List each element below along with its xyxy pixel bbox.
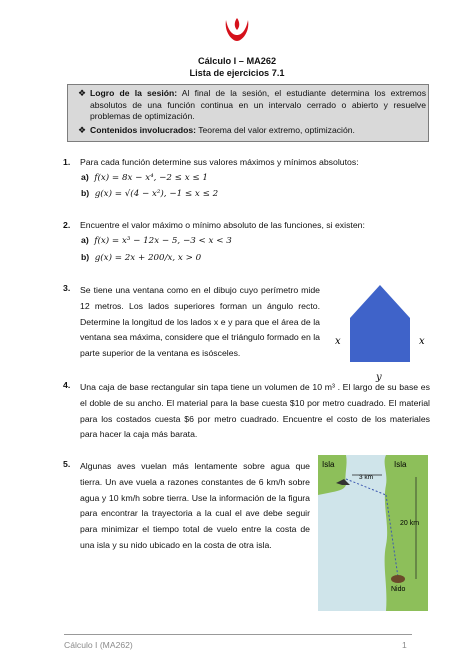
exercise-1a-label: a) <box>81 172 89 182</box>
exercise-2-text: Encuentre el valor máximo o mínimo absoluto de las funciones, si existen: <box>80 220 365 230</box>
diamond-bullet-icon: ❖ <box>78 88 87 98</box>
footer-course: Cálculo I (MA262) <box>64 640 133 650</box>
logro-label: Logro de la sesión: <box>90 88 178 98</box>
footer-page-number: 1 <box>402 640 407 650</box>
exercise-4-text: Una caja de base rectangular sin tapa tiene un volumen de 10 m³ . El largo de su base es el doble de su ancho. El material para la base cuesta $10 por metro cuadrado. El material para los costados cuesta $6 por metro cuadrado. Encuentre el costo de los materiales para hacer la caja más barata. <box>80 382 430 440</box>
exercise-2a <box>81 235 232 246</box>
exercise-1-text: Para cada función determine sus valores máximos y mínimos absolutos: <box>80 157 359 167</box>
exercise-5-number: 5. <box>63 459 71 469</box>
exercise-2b <box>81 252 201 263</box>
exercise-1a-expr: f(x) = 8x − x⁴, −2 ≤ x ≤ 1 <box>94 173 208 183</box>
exercise-2b-label: b) <box>81 252 90 262</box>
window-figure <box>330 280 434 370</box>
nest-label: Nido <box>391 586 406 593</box>
exercise-2a-label: a) <box>81 235 89 245</box>
exercise-1b-label: b) <box>81 188 90 198</box>
exercise-5-text: Algunas aves vuelan más lentamente sobre agua que tierra. Un ave vuela a razones constantes de 6 km/h sobre agua y 10 km/h sobre tierra. Use la información de la figura para encontrar la trayectoria a la cual el ave debe seguir para minimizar el tiempo total de vuelo entre la costa de una isla y su nido ubicado en la costa de otra isla. <box>80 461 310 550</box>
exercise-2a-expr: f(x) = x³ − 12x − 5, −3 < x < 3 <box>94 236 232 246</box>
exercise-4-number: 4. <box>63 380 71 390</box>
window-side-label-right: x <box>419 336 425 347</box>
left-island-label: Isla <box>322 460 335 469</box>
window-side-label-left: x <box>335 336 341 347</box>
objectives-box <box>67 84 429 142</box>
footer-rule <box>64 634 412 635</box>
distance-3km-label: 3 km <box>359 474 374 481</box>
exercise-2-number: 2. <box>63 220 71 230</box>
upc-logo <box>222 14 252 44</box>
document-subtitle: Lista de ejercicios 7.1 <box>189 68 285 78</box>
exercise-3-text: Se tiene una ventana como en el dibujo cuyo perímetro mide 12 metros. Los lados superiores forman un ángulo recto. Determine la longitud de los lados x e y para que el área de la ventana sea máxima, considere que el triángulo formado en la parte superior de la ventana es isósceles. <box>80 285 321 359</box>
window-shape <box>350 285 410 362</box>
nest-icon <box>391 575 405 583</box>
contenidos-label: Contenidos involucrados: <box>90 125 196 135</box>
exercise-1b-expr: g(x) = √(4 − x²), −1 ≤ x ≤ 2 <box>94 189 219 199</box>
exercise-3-number: 3. <box>63 283 71 293</box>
island-figure <box>318 455 428 611</box>
distance-20km-label: 20 km <box>400 520 420 527</box>
window-base-label: y <box>376 372 382 383</box>
exercise-1a <box>81 172 208 183</box>
exercise-1b <box>81 188 218 199</box>
document-title: Cálculo I – MA262 <box>197 56 277 66</box>
logro-text: Al final de la sesión, el estudiante determina los extremos absolutos de una función continua en un intervalo cerrado o abierto y resuelve problemas de optimización. <box>90 88 426 122</box>
diamond-bullet-icon: ❖ <box>78 125 87 135</box>
right-island-label: Isla <box>394 460 407 469</box>
exercise-1-number: 1. <box>63 157 71 167</box>
exercise-2b-expr: g(x) = 2x + 200/x, x > 0 <box>94 253 202 263</box>
contenidos-text: Teorema del valor extremo, optimización. <box>196 125 355 135</box>
